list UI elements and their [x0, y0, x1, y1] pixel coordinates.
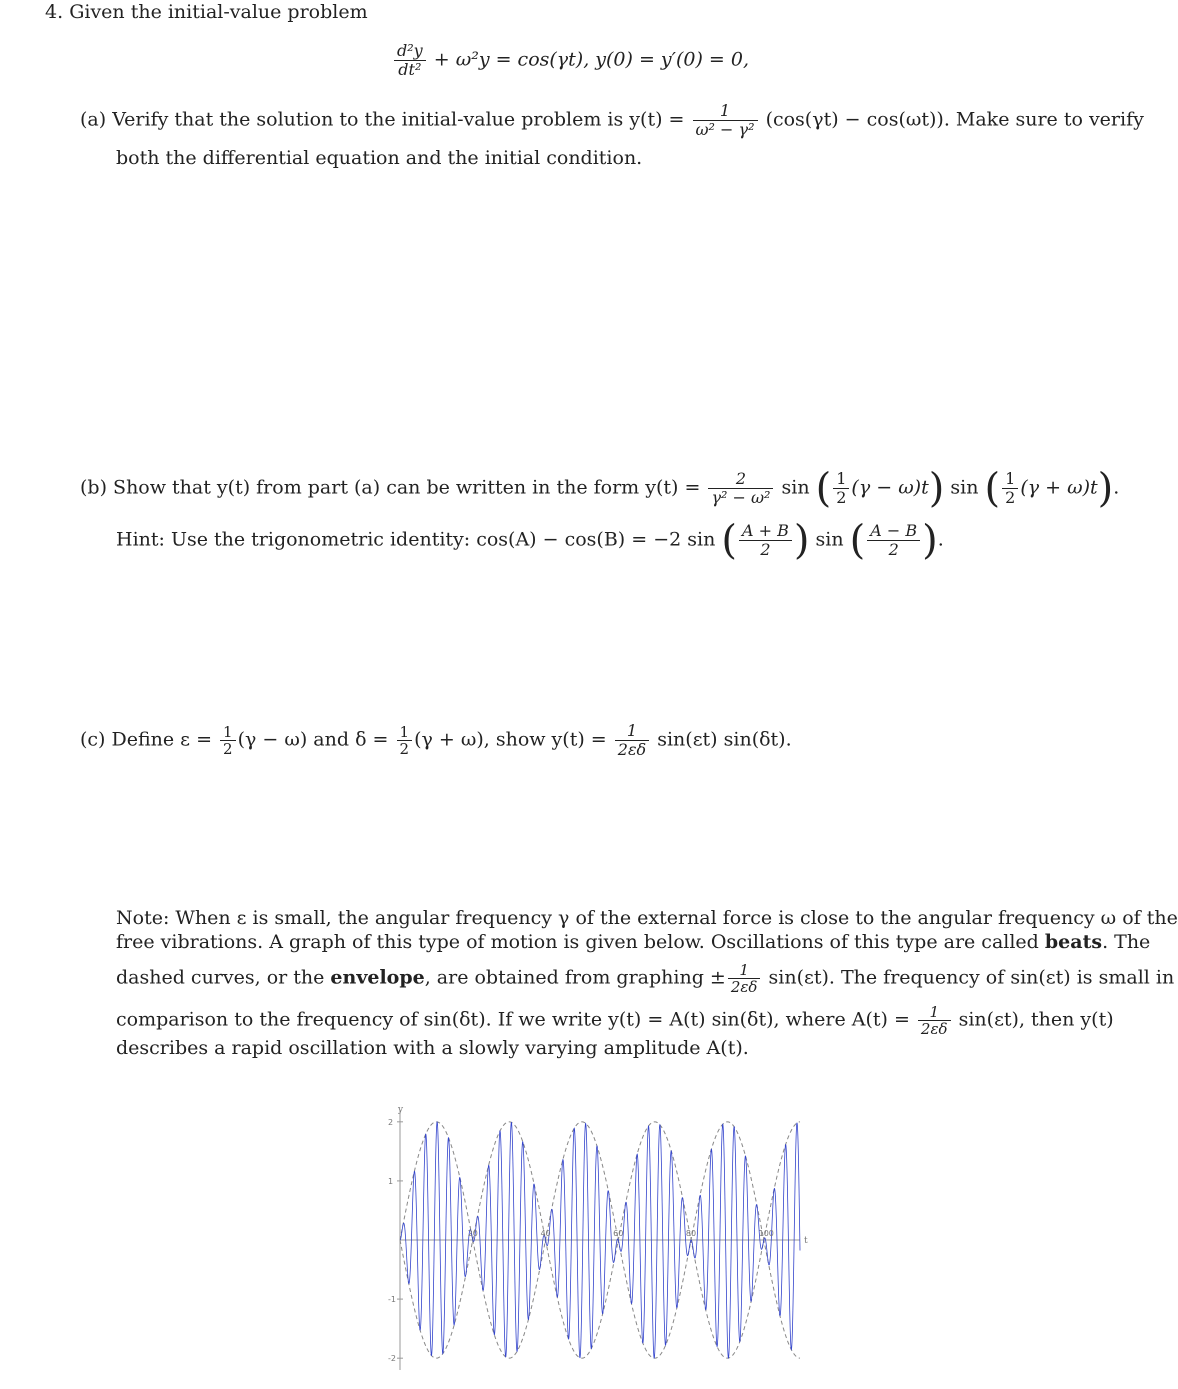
part-c-half2-num: 1: [397, 724, 413, 741]
part-b-hint-den1: 2: [760, 540, 771, 559]
note-line4-num: 1: [918, 1004, 951, 1021]
problem-intro: Given the initial-value problem: [69, 1, 368, 23]
part-b-hint: Hint: Use the trigonometric identity: cos(A) − cos(B) = −2 sin ( $\frac{A + B}{2}$ ) sin ( $\frac{A - B}{2}$ ).: [116, 517, 944, 564]
part-b-hint-frac1: [739, 522, 792, 559]
x-tick-label: 60: [613, 1229, 624, 1238]
part-c-half1: [220, 724, 236, 757]
part-a-text2: (cos(γt) − cos(ωt)). Make sure to verify: [765, 108, 1144, 131]
note-line5: describes a rapid oscillation with a slowly varying amplitude A(t).: [116, 1037, 749, 1059]
note-line4-frac: [918, 1004, 951, 1037]
part-a-frac-den: ω² − γ²: [695, 120, 755, 139]
part-c-text1: Define ε =: [111, 728, 212, 751]
part-b-half2-den: 2: [1005, 488, 1016, 507]
problem-number: 4.: [45, 1, 64, 23]
x-tick-label: 40: [540, 1229, 551, 1238]
ode-rest: + ω²y = cos(γt), y(0) = y′(0) = 0,: [433, 48, 750, 71]
x-axis-label: t: [804, 1236, 808, 1246]
y-tick-label: 1: [388, 1176, 394, 1186]
x-tick-label: 80: [685, 1229, 697, 1238]
y-tick-label: -1: [388, 1295, 396, 1305]
part-b-arg2: (γ + ω)t: [1020, 476, 1098, 499]
note-line2c: . The: [1102, 931, 1151, 953]
ode-num: d²y: [394, 42, 426, 61]
x-tick-label: 20: [467, 1229, 478, 1238]
part-b-hint-num2: A − B: [867, 522, 920, 541]
part-a-fraction: [693, 102, 758, 139]
y-tick-label: -2: [388, 1354, 396, 1364]
part-c-fraction: [615, 722, 649, 759]
part-b-frac-den: γ² − ω²: [711, 488, 771, 507]
part-c-text3: (γ + ω), show y(t) =: [414, 728, 607, 751]
note-line3-num: 1: [728, 962, 761, 979]
note-line4b: sin(εt), then y(t): [958, 1008, 1114, 1031]
part-c-half2-den: 2: [399, 740, 410, 758]
ode-derivative: [394, 42, 426, 79]
part-c-text2: (γ − ω) and δ =: [237, 728, 389, 751]
note-line4a: comparison to the frequency of sin(δt). If we write y(t) = A(t) sin(δt), where A(t) =: [116, 1008, 910, 1031]
part-b-arg1: (γ − ω)t: [851, 476, 929, 499]
note-line2a: free vibrations. A graph of this type of motion is given below. Oscillations of this type are called: [116, 931, 1045, 953]
note-line3d: sin(εt). The frequency of sin(εt) is small in: [768, 966, 1175, 989]
part-b-sin2: sin: [950, 476, 979, 499]
part-b-text1: Show that y(t) from part (a) can be written in the form y(t) =: [113, 476, 701, 499]
note-line1: Note: When ε is small, the angular frequency γ of the external force is close to the angular frequency ω of the: [116, 907, 1178, 929]
part-b-label: (b): [80, 476, 107, 499]
part-b-half1-num: 1: [833, 470, 849, 489]
part-c-label: (c): [80, 728, 106, 751]
beats-chart: [360, 1100, 820, 1380]
note-line4-den: 2εδ: [920, 1020, 948, 1038]
part-c-frac-den: 2εδ: [617, 740, 647, 759]
part-b-hint-num1: A + B: [739, 522, 792, 541]
part-b-hint-sin: sin: [815, 528, 844, 551]
part-b-hint-den2: 2: [888, 540, 899, 559]
part-b-half2-num: 1: [1002, 470, 1018, 489]
part-a-text1: Verify that the solution to the initial-value problem is y(t) =: [112, 108, 685, 131]
part-a-line2: both the differential equation and the initial condition.: [116, 147, 643, 169]
y-axis-label: y: [398, 1105, 404, 1115]
note-line3-den: 2εδ: [730, 978, 758, 996]
part-c-half1-num: 1: [220, 724, 236, 741]
part-b-fraction: [708, 470, 773, 507]
ode-equation: [392, 42, 749, 79]
part-c-line: [80, 722, 792, 759]
part-a-label: (a): [80, 108, 107, 131]
x-tick-label: 100: [758, 1229, 774, 1238]
part-b-hint-text: Hint: Use the trigonometric identity: cos(A) − cos(B) = −2 sin: [116, 528, 716, 551]
note-envelope: envelope: [330, 966, 425, 989]
note-line4: [116, 1004, 1114, 1037]
note-line3-frac: [728, 962, 761, 995]
y-tick-label: 2: [388, 1117, 394, 1127]
part-a-line1: [80, 102, 1144, 139]
note-line3: [116, 962, 1174, 995]
part-b-frac-num: 2: [708, 470, 773, 489]
part-b-half1: [833, 470, 849, 507]
note-line3c: , are obtained from graphing ±: [424, 966, 726, 989]
note-line3a: dashed curves, or the: [116, 966, 331, 989]
part-b-line1: (b) Show that y(t) from part (a) can be written in the form y(t) = $\frac{2}{\text{γ² − ω²}}$ sin ( $\frac{1}{2}$ (γ − ω)t) sin ( $\frac{1}{2}$ (γ + ω)t).: [80, 465, 1120, 512]
part-b-hint-end: .: [937, 528, 944, 551]
part-b-half1-den: 2: [836, 488, 847, 507]
part-c-frac-num: 1: [615, 722, 649, 741]
part-b-end: .: [1113, 476, 1120, 499]
note-line2: [116, 930, 1150, 954]
part-c-text4: sin(εt) sin(δt).: [657, 728, 792, 751]
part-b-half2: [1002, 470, 1018, 507]
problem-header: [45, 0, 368, 24]
ode-den: dt²: [398, 60, 422, 79]
part-b-sin1: sin: [781, 476, 810, 499]
part-b-hint-frac2: [867, 522, 920, 559]
part-c-half1-den: 2: [223, 740, 233, 758]
note-beats: beats: [1044, 931, 1103, 953]
part-a-frac-num: 1: [693, 102, 758, 121]
part-c-half2: [397, 724, 413, 757]
